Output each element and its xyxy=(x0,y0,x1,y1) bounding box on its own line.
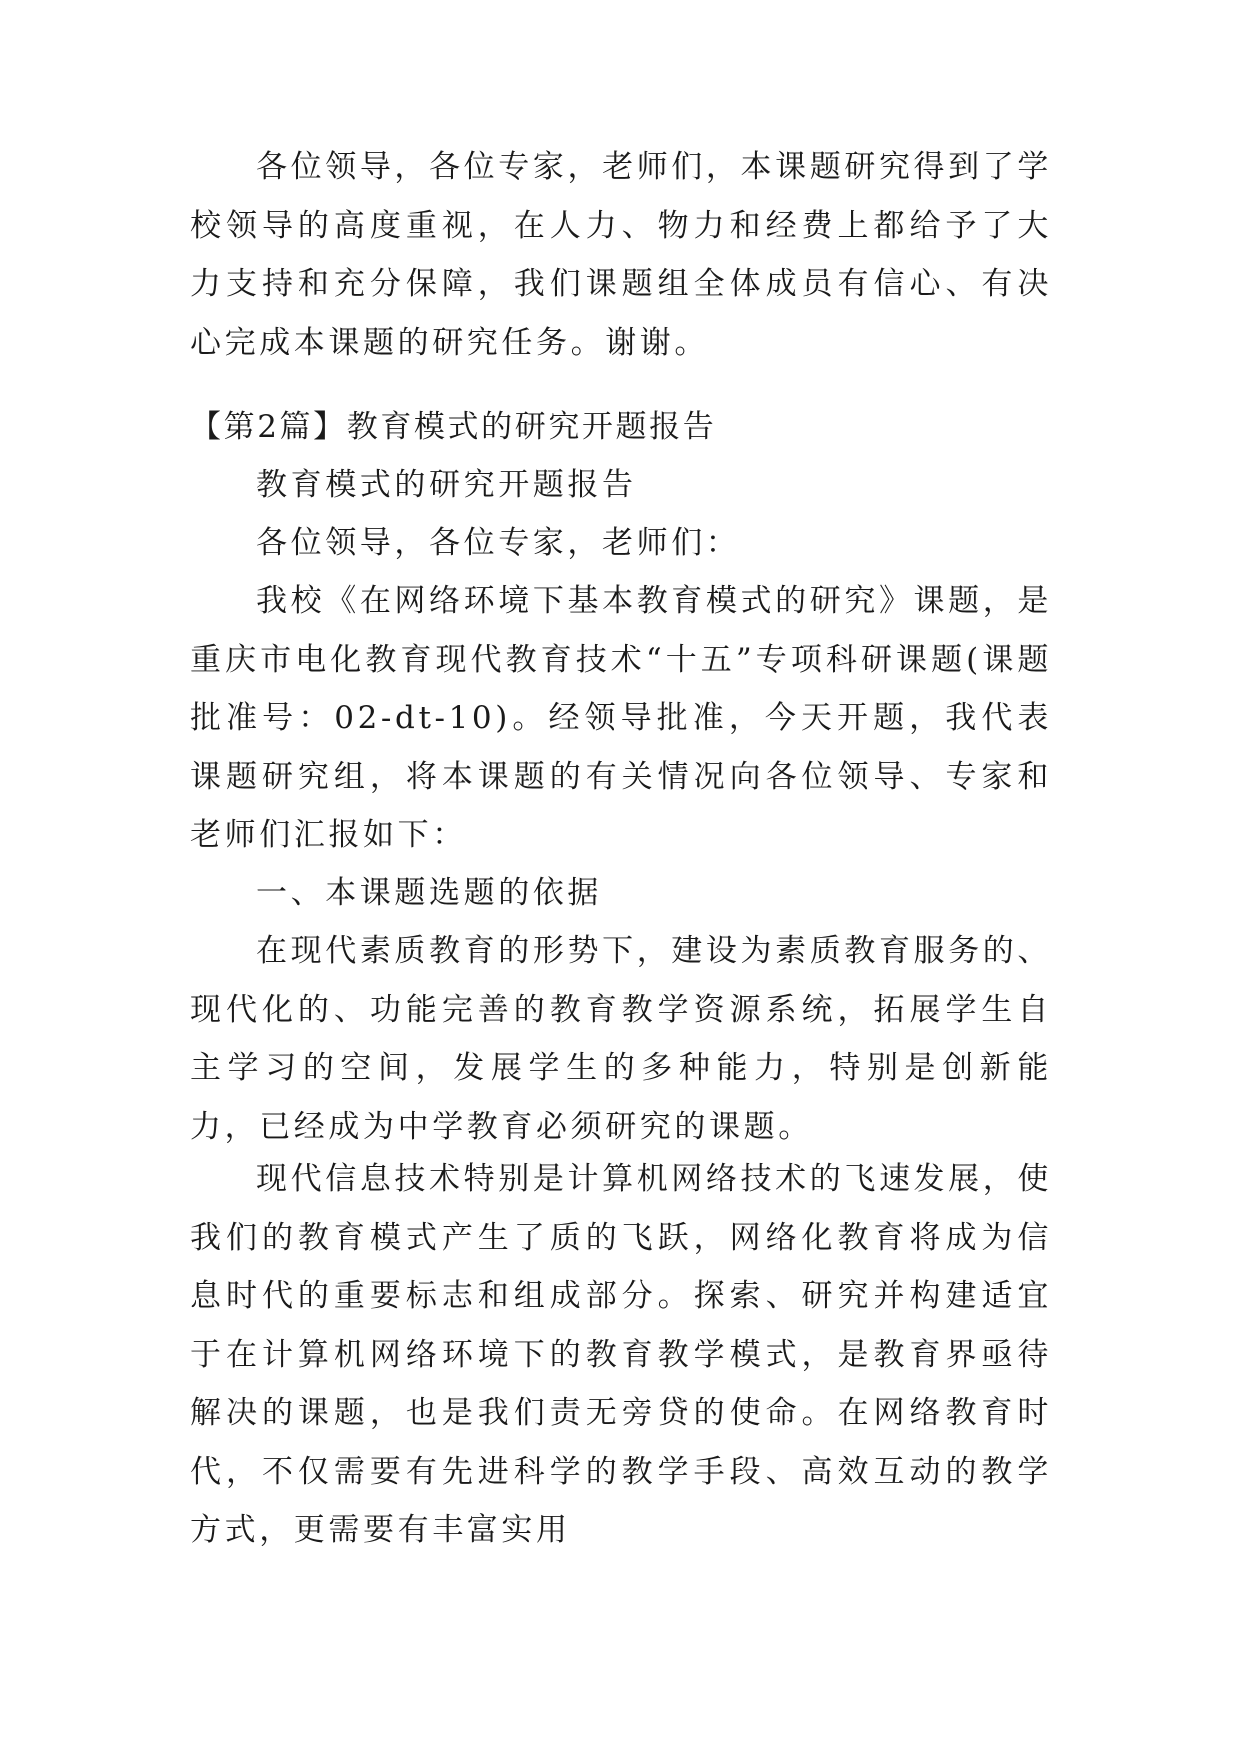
section-heading: 【第2篇】教育模式的研究开题报告 xyxy=(190,409,717,445)
section-subheading: 一、本课题选题的依据 xyxy=(256,875,602,911)
basis-paragraph: 在现代素质教育的形势下，建设为素质教育服务的、现代化的、功能完善的教育教学资源系统，拓展学生自主学习的空间，发展学生的多种能力，特别是创新能力，已经成为中学教育必须研究的课题。 xyxy=(190,933,1052,1145)
intro-paragraph: 我校《在网络环境下基本教育模式的研究》课题，是重庆市电化教育现代教育技术“十五”专项科研课题(课题批准号：02-dt-10)。经领导批准，今天开题，我代表课题研究组，将本课题的有关情况向各位领导、专家和老师们汇报如下： xyxy=(190,583,1052,853)
basis-paragraph: 现代信息技术特别是计算机网络技术的飞速发展，使我们的教育模式产生了质的飞跃，网络化教育将成为信息时代的重要标志和组成部分。探索、研究并构建适宜于在计算机网络环境下的教育教学模式，是教育界亟待解决的课题，也是我们责无旁贷的使命。在网络教育时代，不仅需要有先进科学的教学手段、高效互动的教学方式，更需要有丰富实用 xyxy=(190,1161,1052,1548)
closing-paragraph: 各位领导，各位专家，老师们，本课题研究得到了学校领导的高度重视，在人力、物力和经费上都给予了大力支持和充分保障，我们课题组全体成员有信心、有决心完成本课题的研究任务。谢谢。 xyxy=(190,149,1052,361)
report-title: 教育模式的研究开题报告 xyxy=(256,467,637,503)
salutation-paragraph: 各位领导，各位专家，老师们： xyxy=(256,525,741,561)
